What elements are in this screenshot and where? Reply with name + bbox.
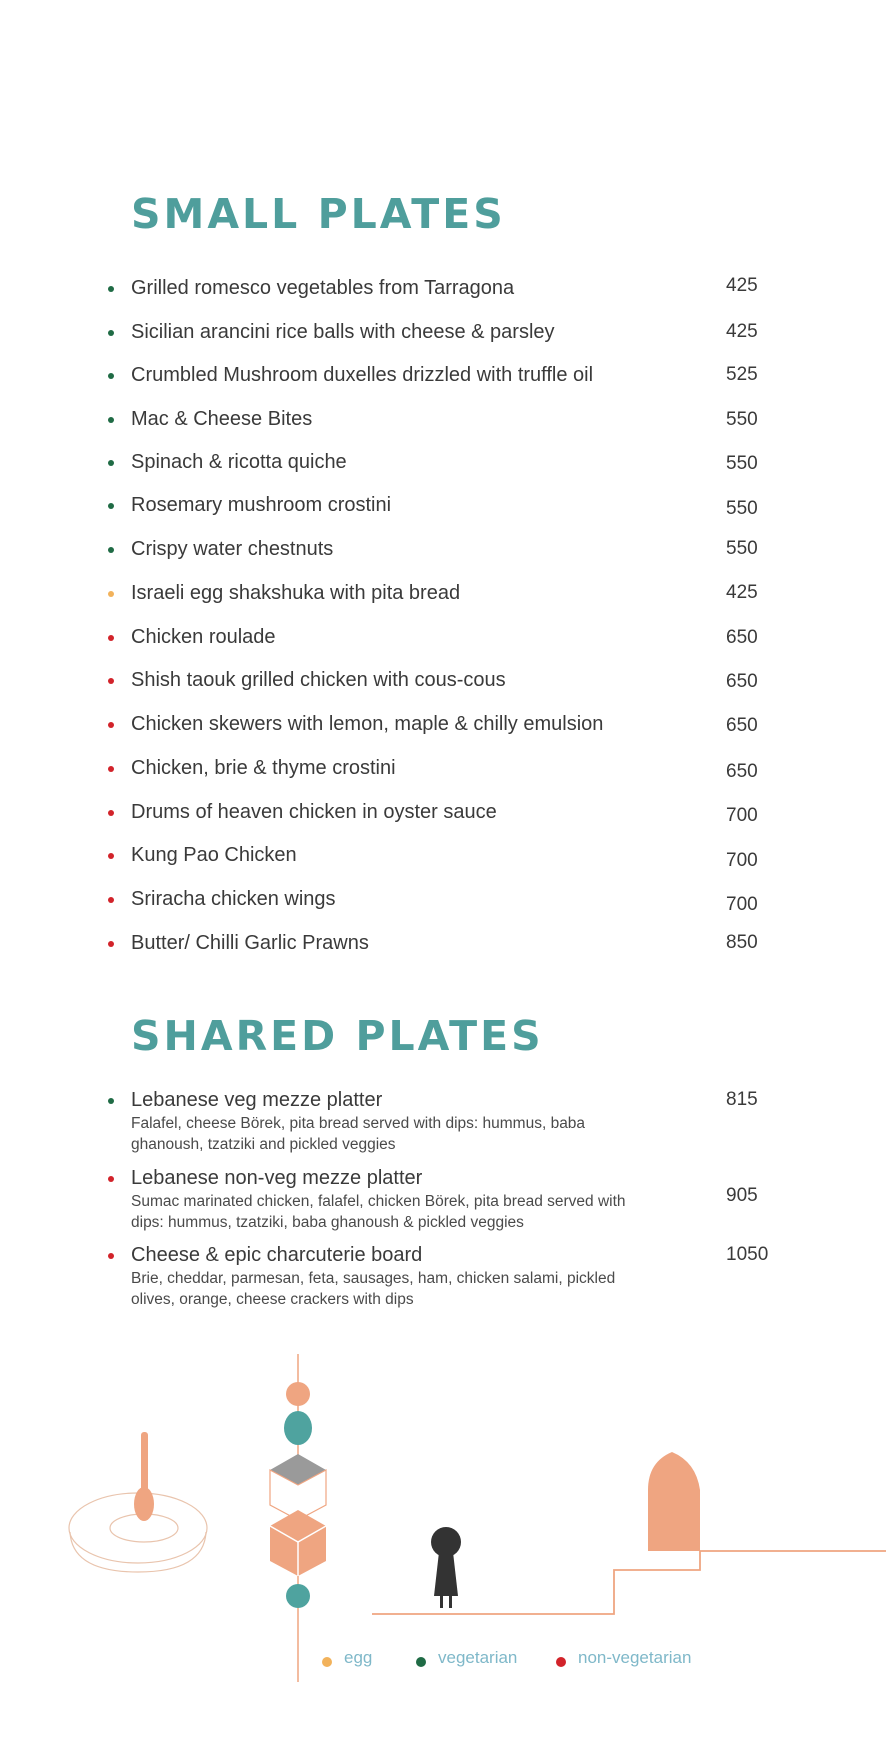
menu-item-price: 425 (726, 275, 758, 296)
menu-item-price: 550 (726, 453, 758, 474)
menu-item-price: 700 (726, 805, 758, 826)
vegetarian-dot-icon (108, 503, 114, 509)
menu-item-description: Brie, cheddar, parmesan, feta, sausages, ham, chicken salami, pickled olives, orange, cheese crackers with dips (131, 1270, 616, 1308)
menu-item-price: 550 (726, 498, 758, 519)
menu-item-description: Falafel, cheese Börek, pita bread served with dips: hummus, baba ghanoush, tzatziki and pickled veggies (131, 1115, 586, 1153)
non-vegetarian-dot-icon (108, 1253, 114, 1259)
vegetarian-dot-icon (108, 547, 114, 553)
menu-item-price: 700 (726, 894, 758, 915)
menu-item-name: Israeli egg shakshuka with pita bread (131, 582, 461, 604)
menu-item-price: 650 (726, 627, 758, 648)
vegetarian-dot-icon (108, 1098, 114, 1104)
menu-item-price: 700 (726, 850, 758, 871)
menu-item-name: Chicken roulade (131, 626, 276, 648)
menu-item-price: 815 (726, 1089, 758, 1110)
vegetarian-dot-icon (108, 373, 114, 379)
menu-item-name: Sriracha chicken wings (131, 888, 336, 910)
menu-item-name: Kung Pao Chicken (131, 844, 297, 866)
menu-item-name: Chicken skewers with lemon, maple & chilly emulsion (131, 713, 604, 735)
menu-item-price: 425 (726, 582, 758, 603)
menu-item-name: Crumbled Mushroom duxelles drizzled with truffle oil (131, 364, 594, 386)
legend-label: non-vegetarian (578, 1648, 692, 1667)
shared-plates-title: SHARED PLATES (131, 1012, 544, 1060)
menu-item-name: Shish taouk grilled chicken with cous-cous (131, 669, 506, 691)
menu-item-name: Spinach & ricotta quiche (131, 451, 347, 473)
menu-item-name: Lebanese veg mezze platter (131, 1089, 383, 1111)
menu-item-name: Sicilian arancini rice balls with cheese & parsley (131, 321, 555, 343)
legend-label: vegetarian (438, 1648, 518, 1667)
non-vegetarian-dot-icon (108, 722, 114, 728)
vegetarian-dot-icon (416, 1657, 426, 1667)
non-vegetarian-dot-icon (108, 810, 114, 816)
non-vegetarian-dot-icon (108, 1176, 114, 1182)
menu-item-name: Cheese & epic charcuterie board (131, 1244, 423, 1266)
menu-item-price: 650 (726, 761, 758, 782)
non-vegetarian-dot-icon (108, 766, 114, 772)
menu-item-name: Mac & Cheese Bites (131, 408, 313, 430)
menu-item-price: 850 (726, 932, 758, 953)
menu-item-name: Butter/ Chilli Garlic Prawns (131, 932, 369, 954)
non-vegetarian-dot-icon (108, 853, 114, 859)
non-vegetarian-dot-icon (108, 941, 114, 947)
non-vegetarian-dot-icon (108, 635, 114, 641)
menu-item-price: 650 (726, 715, 758, 736)
bowl-spoon-icon (69, 1432, 207, 1572)
menu-item-name: Lebanese non-veg mezze platter (131, 1167, 423, 1189)
menu-item-price: 550 (726, 409, 758, 430)
vegetarian-dot-icon (108, 460, 114, 466)
menu-item-price: 905 (726, 1185, 758, 1206)
decorative-illustration (0, 1340, 886, 1690)
vegetarian-dot-icon (108, 417, 114, 423)
legend-label: egg (344, 1648, 373, 1667)
menu-item-price: 1050 (726, 1244, 769, 1265)
egg-dot-icon (322, 1657, 332, 1667)
menu-item-price: 525 (726, 364, 758, 385)
menu-item-name: Crispy water chestnuts (131, 538, 334, 560)
non-vegetarian-dot-icon (108, 678, 114, 684)
non-vegetarian-dot-icon (108, 897, 114, 903)
menu-item-price: 425 (726, 321, 758, 342)
menu-item-description: Sumac marinated chicken, falafel, chicken Börek, pita bread served with dips: hummus, tzatziki, baba ghanoush & pickled veggies (131, 1193, 626, 1231)
vegetarian-dot-icon (108, 330, 114, 336)
non-vegetarian-dot-icon (556, 1657, 566, 1667)
skewer-icon (270, 1354, 326, 1682)
vegetarian-dot-icon (108, 286, 114, 292)
small-plates-title: SMALL PLATES (131, 190, 506, 238)
arch-building-icon (648, 1452, 700, 1551)
egg-dot-icon (108, 591, 114, 597)
menu-item-name: Grilled romesco vegetables from Tarragona (131, 277, 515, 299)
menu-item-name: Chicken, brie & thyme crostini (131, 757, 396, 779)
person-silhouette-icon (431, 1527, 461, 1608)
menu-item-name: Drums of heaven chicken in oyster sauce (131, 801, 497, 823)
menu-item-price: 650 (726, 671, 758, 692)
menu-item-name: Rosemary mushroom crostini (131, 494, 392, 516)
menu-item-price: 550 (726, 538, 758, 559)
